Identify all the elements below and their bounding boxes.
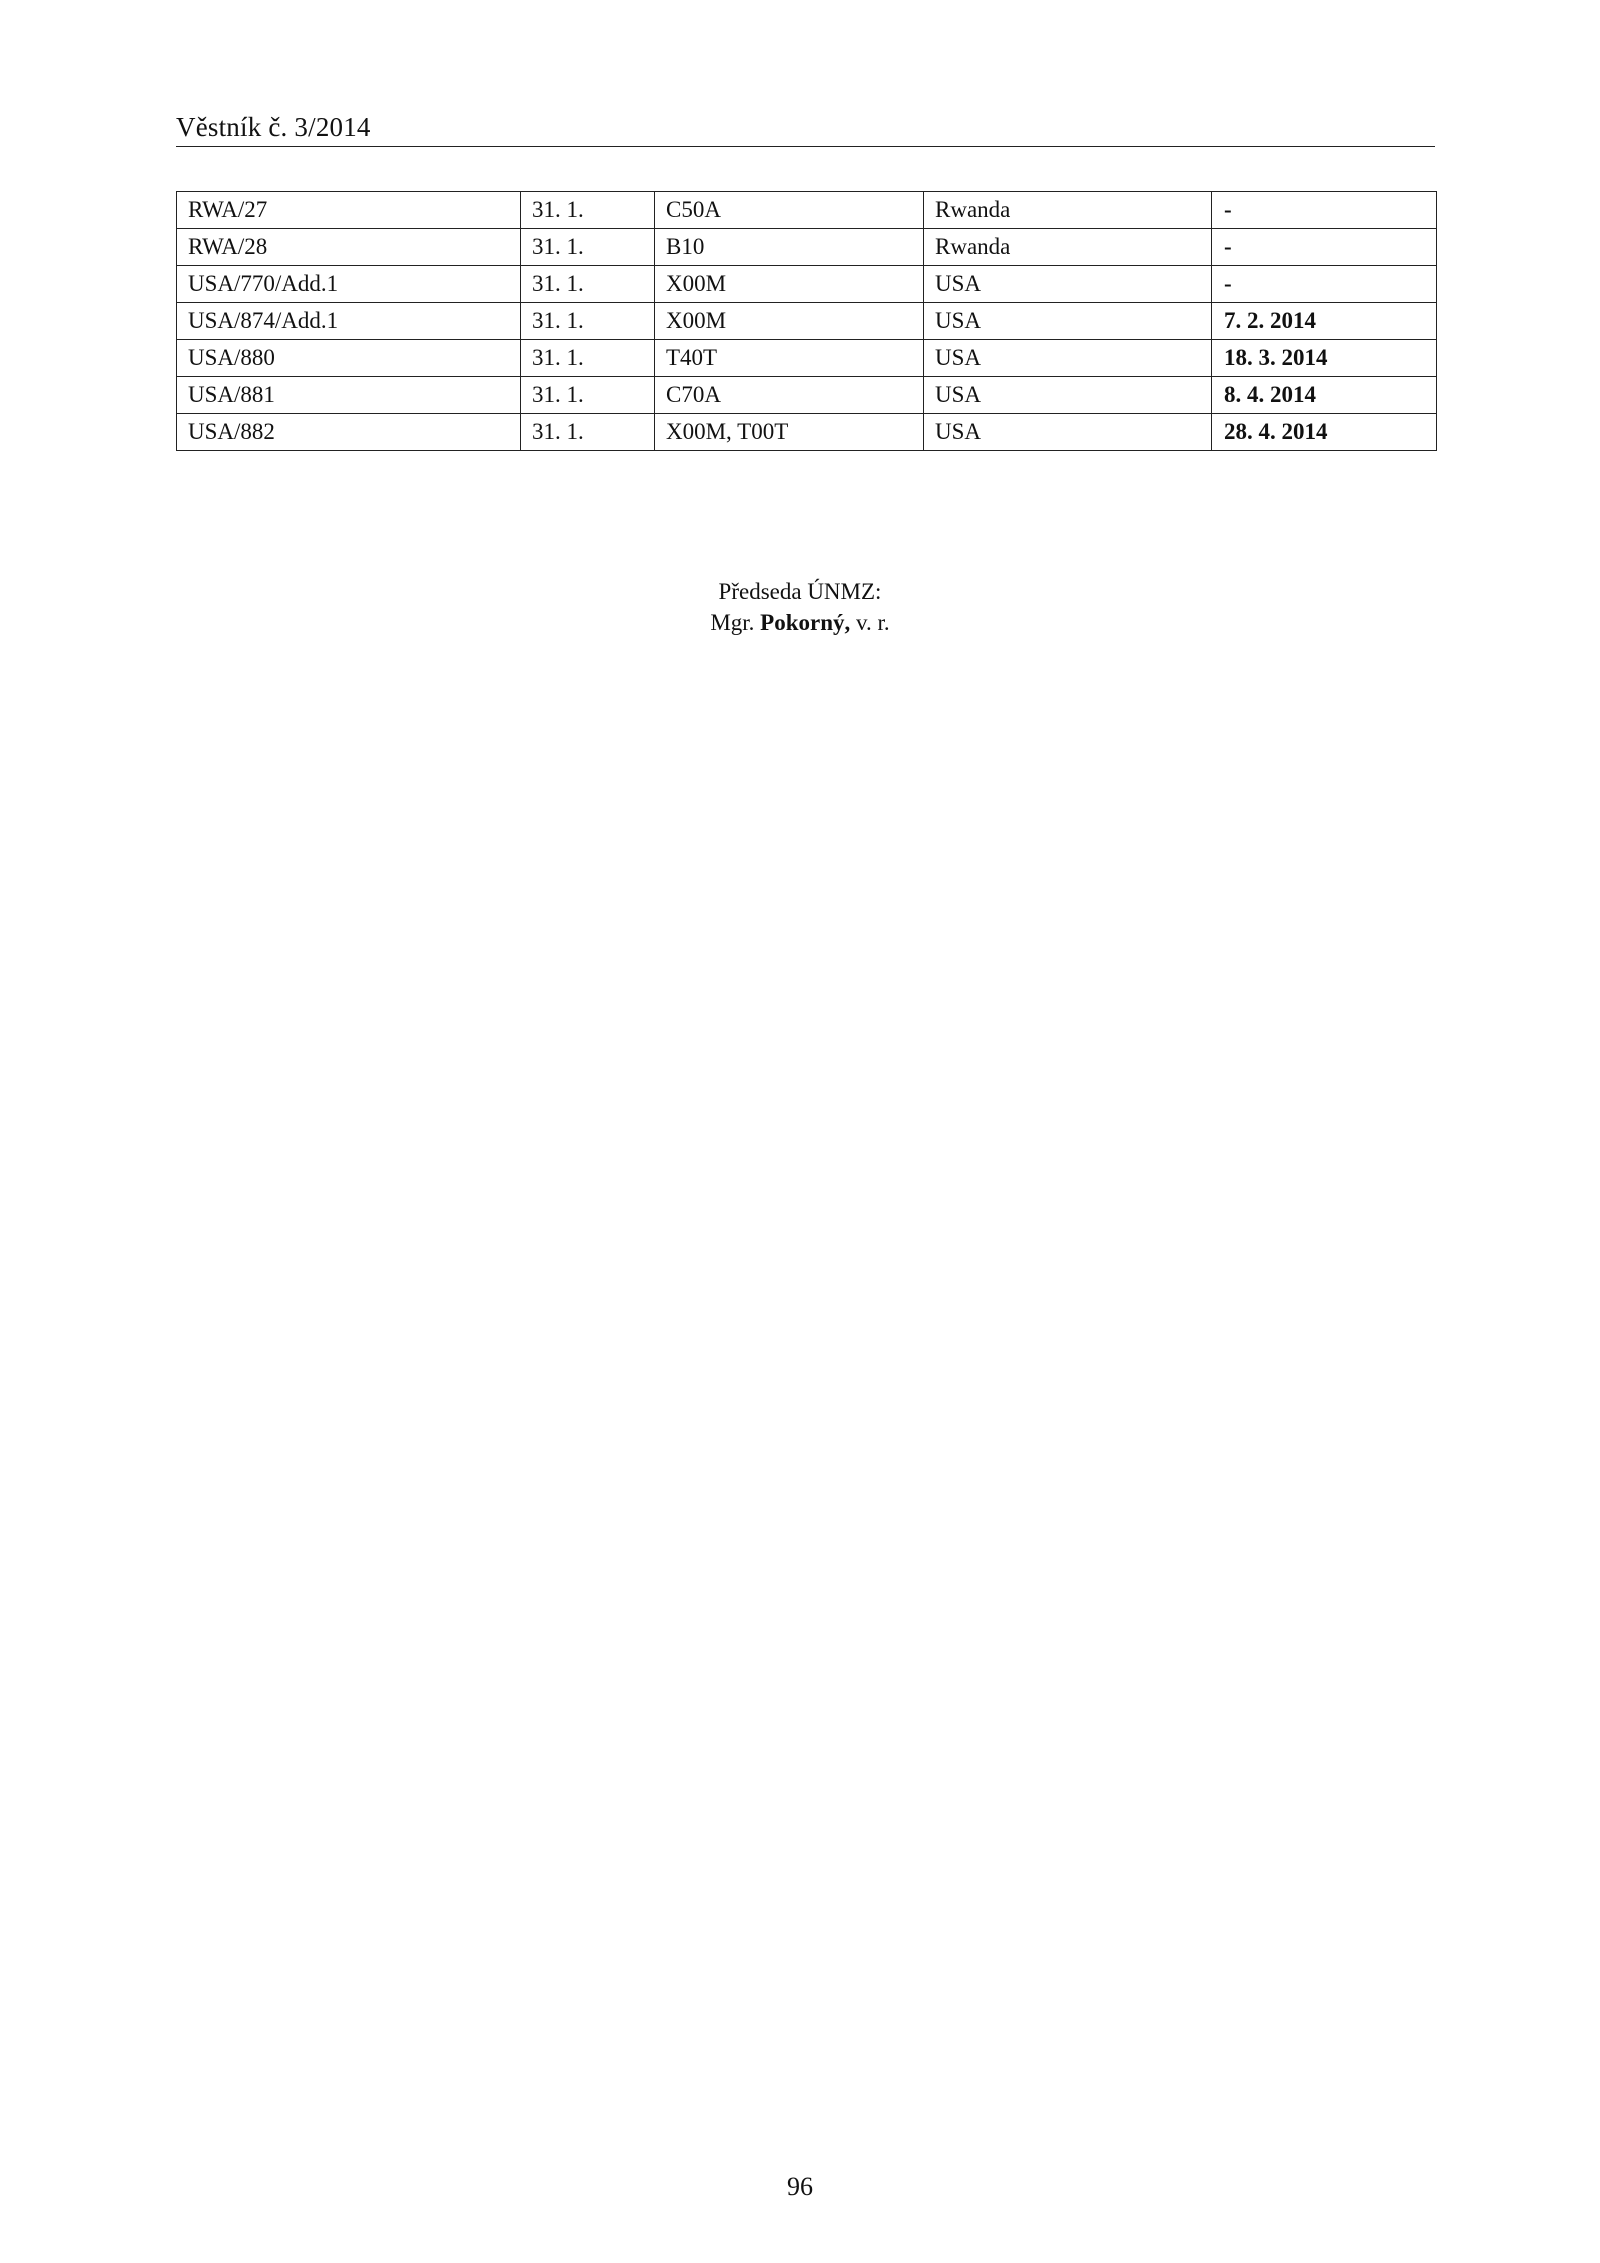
deadline-cell: 8. 4. 2014	[1212, 377, 1437, 414]
table-row	[177, 377, 1437, 414]
deadline-cell: 7. 2. 2014	[1212, 303, 1437, 340]
ics-code-cell: X00M	[655, 303, 924, 340]
table-row	[177, 229, 1437, 266]
ics-code-cell: C70A	[655, 377, 924, 414]
country-cell: Rwanda	[924, 192, 1212, 229]
ics-code-cell: X00M	[655, 266, 924, 303]
document-code-cell: USA/874/Add.1	[177, 303, 521, 340]
country-cell: Rwanda	[924, 229, 1212, 266]
country-cell: USA	[924, 414, 1212, 451]
document-code-cell: USA/880	[177, 340, 521, 377]
table-row	[177, 414, 1437, 451]
ics-code-cell: B10	[655, 229, 924, 266]
document-code-cell: USA/882	[177, 414, 521, 451]
date-cell: 31. 1.	[521, 192, 655, 229]
document-code-cell: USA/881	[177, 377, 521, 414]
date-cell: 31. 1.	[521, 414, 655, 451]
table-row	[177, 340, 1437, 377]
date-cell: 31. 1.	[521, 377, 655, 414]
deadline-cell: 28. 4. 2014	[1212, 414, 1437, 451]
signature-name: Pokorný,	[760, 610, 851, 635]
deadline-cell: -	[1212, 266, 1437, 303]
country-cell: USA	[924, 303, 1212, 340]
signature-block	[0, 576, 1600, 638]
date-cell: 31. 1.	[521, 229, 655, 266]
signature-name-line	[0, 607, 1600, 638]
table-row	[177, 192, 1437, 229]
ics-code-cell: X00M, T00T	[655, 414, 924, 451]
date-cell: 31. 1.	[521, 303, 655, 340]
document-code-cell: RWA/28	[177, 229, 521, 266]
signature-suffix: v. r.	[856, 610, 890, 635]
document-code-cell: USA/770/Add.1	[177, 266, 521, 303]
country-cell: USA	[924, 377, 1212, 414]
document-code-cell: RWA/27	[177, 192, 521, 229]
journal-title: Věstník č. 3/2014	[176, 112, 371, 142]
table-row	[177, 303, 1437, 340]
ics-code-cell: T40T	[655, 340, 924, 377]
deadline-cell: -	[1212, 229, 1437, 266]
page-number: 96	[787, 2172, 813, 2201]
ics-code-cell: C50A	[655, 192, 924, 229]
country-cell: USA	[924, 266, 1212, 303]
deadline-cell: 18. 3. 2014	[1212, 340, 1437, 377]
date-cell: 31. 1.	[521, 340, 655, 377]
page-header	[176, 110, 1435, 147]
signature-role: Předseda ÚNMZ:	[718, 579, 882, 604]
date-cell: 31. 1.	[521, 266, 655, 303]
deadline-cell: -	[1212, 192, 1437, 229]
table-row	[177, 266, 1437, 303]
notification-table	[176, 191, 1437, 451]
signature-prefix: Mgr.	[710, 610, 755, 635]
country-cell: USA	[924, 340, 1212, 377]
